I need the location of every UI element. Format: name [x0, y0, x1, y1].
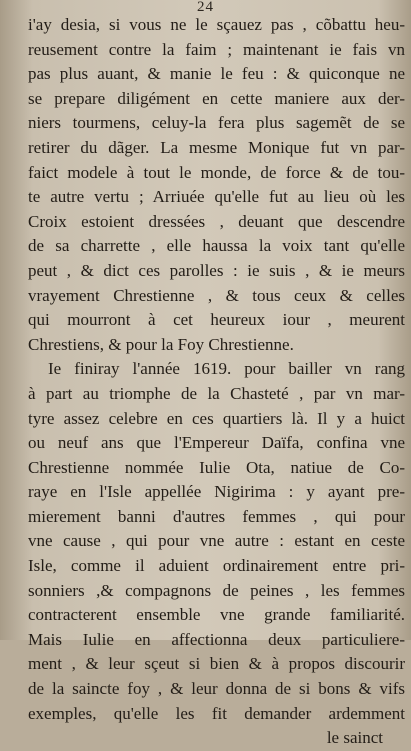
text-line: faict modele à tout le monde, de force & de tou-: [28, 162, 405, 182]
text-line: mierement banni d'autres femmes , qui pour: [28, 506, 405, 526]
page-number: 24: [197, 0, 214, 15]
text-line: niers tourmens, celuy-la fera plus sagemẽt de se: [28, 113, 405, 133]
text-line: exemples, qu'elle les fit demander ardemment: [28, 703, 405, 723]
text-line: peut , & dict ces parolles : ie suis , & ie meurs: [28, 260, 405, 280]
text-line: Chrestiens, & pour la Foy Chrestienne.: [28, 334, 294, 354]
text-line: Croix estoient dressées , deuant que descendre: [28, 211, 405, 231]
text-line: pas plus auant, & manie le feu : & quiconque ne: [28, 64, 405, 84]
text-line: à part au triomphe de la Chasteté , par vn mar-: [28, 383, 405, 403]
text-line: sonniers ,& compagnons de peines , les femmes: [28, 580, 405, 600]
text-line: Mais Iulie en affectionna deux particuliere-: [28, 629, 405, 649]
body-text: [28, 13, 405, 751]
text-line: raye en l'Isle appellée Nigirima : y ayant pre-: [28, 482, 405, 502]
text-line: vrayement Chrestienne , & tous ceux & celles: [28, 285, 405, 305]
text-line: ou neuf ans que l'Empereur Daïfa, confina vne: [28, 433, 405, 453]
catchword: le sainct: [326, 728, 383, 748]
text-line: de sa charrette , elle haussa la voix tant qu'elle: [28, 236, 405, 256]
text-line: i'ay desia, si vous ne le sçauez pas , cõbattu heu-: [28, 15, 405, 34]
text-line: Isle, comme il aduient ordinairement entre pri-: [28, 556, 405, 576]
paragraph-start-line: Ie finiray l'année 1619. pour bailler vn rang: [48, 359, 405, 379]
text-line: reusement contre la faim ; maintenant ie fais vn: [28, 39, 405, 59]
text-line: qui mourront à cet heureux iour , meurent: [28, 310, 405, 330]
text-line: retirer du dãger. La mesme Monique fut vn par-: [28, 137, 405, 157]
text-line: vne cause , qui pour vne autre : estant en ceste: [28, 531, 405, 551]
text-line: se prepare diligément en cette maniere aux der-: [28, 88, 405, 108]
text-line: contracterent ensemble vne grande familiarité.: [28, 605, 405, 625]
text-line: te autre vertu ; Arriuée qu'elle fut au lieu où les: [28, 187, 405, 207]
text-line: tyre assez celebre en ces quartiers là. Il y a huict: [28, 408, 405, 428]
text-line: Chrestienne nommée Iulie Ota, natiue de Co-: [28, 457, 405, 477]
text-line: de la saincte foy , & leur donna de si bons & vifs: [28, 679, 405, 699]
text-line: ment , & leur sçeut si bien & à propos discourir: [28, 654, 405, 674]
